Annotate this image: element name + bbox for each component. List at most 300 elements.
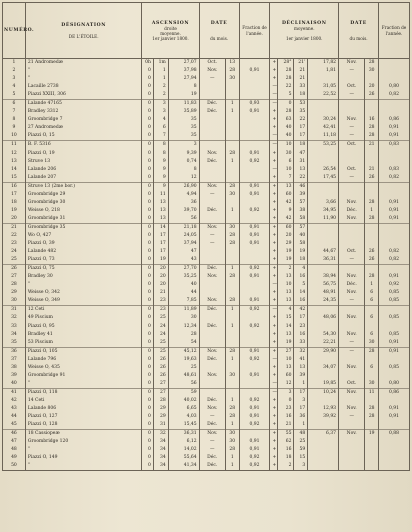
decl-date-month: Nov.	[339, 331, 365, 339]
decl-degrees: 22	[278, 83, 294, 91]
decl-date-month: Déc.	[339, 207, 365, 215]
decl-degrees: 27	[278, 347, 294, 356]
star-designation: "	[25, 281, 142, 289]
decl-sign: +	[270, 75, 278, 83]
ra-seconds: 40	[168, 281, 199, 289]
date-month: Déc.	[199, 100, 225, 109]
row-number: 39	[3, 372, 26, 380]
table-row	[3, 380, 410, 389]
decl-sign: +	[270, 59, 278, 68]
decl-minutes: 21	[294, 75, 308, 83]
decl-sign: —	[270, 388, 278, 397]
ra-minutes: 3	[153, 100, 168, 109]
ra-minutes: 9	[153, 166, 168, 174]
decl-sign: +	[270, 314, 278, 322]
decl-year-fraction: 0,85	[379, 314, 410, 322]
decl-minutes: 21	[294, 67, 308, 75]
date-month	[199, 124, 225, 132]
year-fraction: 0,92	[239, 356, 270, 364]
decl-degrees: 15	[278, 314, 294, 322]
star-designation: Piazzi O, 118	[25, 388, 142, 397]
star-designation: Groombridge 30	[25, 199, 142, 207]
ra-minutes: 1	[153, 75, 168, 83]
ra-minutes: 27	[153, 380, 168, 389]
decl-degrees: 13	[278, 331, 294, 339]
decl-date-month	[339, 150, 365, 158]
ra-hours: 0	[142, 132, 153, 141]
row-number: 26	[3, 265, 26, 274]
decl-year-fraction: 0,91	[379, 405, 410, 413]
row-number: 23	[3, 240, 26, 248]
decl-minutes: 57	[294, 199, 308, 207]
decl-year-fraction: 0,82	[379, 248, 410, 256]
ra-hours: 0	[142, 158, 153, 166]
decl-seconds: 17,45	[308, 174, 339, 183]
decl-year-fraction	[379, 454, 410, 462]
decl-date-month	[339, 454, 365, 462]
ra-seconds: 44	[168, 289, 199, 297]
row-number: 29	[3, 289, 26, 297]
decl-seconds: 22,21	[308, 339, 339, 348]
decl-degrees: 28	[278, 75, 294, 83]
decl-date-month: Nov.	[339, 388, 365, 397]
decl-seconds: 12,93	[308, 405, 339, 413]
decl-minutes: 17	[294, 314, 308, 322]
decl-seconds: 11,18	[308, 132, 339, 141]
decl-date-month: —	[339, 413, 365, 421]
date-month	[199, 364, 225, 372]
date-day	[225, 331, 239, 339]
ra-minutes: 26	[153, 364, 168, 372]
date-day: 28	[225, 347, 239, 356]
date-month: Nov.	[199, 273, 225, 281]
date-day: 30	[225, 438, 239, 446]
ra-seconds: 8	[168, 166, 199, 174]
ra-seconds: 59	[168, 388, 199, 397]
year-fraction	[239, 83, 270, 91]
decl-minutes: 18	[294, 141, 308, 150]
header-declinaison: DÉCLINAISON moyenne. 1er janvier 1800.	[270, 3, 339, 59]
decl-date-month: Oct.	[339, 141, 365, 150]
table-row	[3, 158, 410, 166]
decl-sign: +	[270, 405, 278, 413]
star-designation: Groombridge 7	[25, 116, 142, 124]
decl-date-day	[365, 100, 379, 109]
date-month: Déc.	[199, 108, 225, 116]
decl-seconds: 22,52	[308, 91, 339, 100]
decl-year-fraction: 0,92	[379, 281, 410, 289]
row-number: 28	[3, 281, 26, 289]
row-number: 43	[3, 405, 26, 413]
star-designation: 49 Piscium	[25, 314, 142, 322]
decl-minutes: 19	[294, 248, 308, 256]
decl-sign: +	[270, 421, 278, 430]
decl-minutes: 58	[294, 240, 308, 248]
decl-seconds	[308, 75, 339, 83]
row-number: 20	[3, 215, 26, 224]
decl-date-month: Nov.	[339, 314, 365, 322]
decl-seconds: 56,75	[308, 281, 339, 289]
date-day: 28	[225, 182, 239, 191]
decl-date-day	[365, 240, 379, 248]
date-day: 1	[225, 207, 239, 215]
decl-date-day	[365, 182, 379, 191]
ra-minutes: 3	[153, 108, 168, 116]
date-day	[225, 248, 239, 256]
date-month: Déc.	[199, 265, 225, 274]
decl-minutes: 33	[294, 83, 308, 91]
table-row	[3, 215, 410, 224]
table-row	[3, 347, 410, 356]
ra-minutes: 13	[153, 215, 168, 224]
year-fraction: 0,92	[239, 158, 270, 166]
decl-date-month: Oct.	[339, 380, 365, 389]
year-fraction: 0,91	[239, 108, 270, 116]
table-row	[3, 306, 410, 315]
decl-year-fraction: 0,86	[379, 388, 410, 397]
ra-minutes: 1m	[153, 59, 168, 68]
table-row	[3, 446, 410, 454]
star-designation: Piazzi O, 75	[25, 265, 142, 274]
decl-sign: +	[270, 150, 278, 158]
decl-date-month	[339, 446, 365, 454]
date-day: 30	[225, 372, 239, 380]
date-month	[199, 339, 225, 348]
decl-date-day	[365, 372, 379, 380]
year-fraction: 0,92	[239, 454, 270, 462]
decl-date-month: —	[339, 297, 365, 306]
decl-sign: +	[270, 67, 278, 75]
ra-minutes: 13	[153, 199, 168, 207]
table-row	[3, 150, 410, 158]
ra-seconds: 15,45	[168, 421, 199, 430]
decl-date-day: 30	[365, 339, 379, 348]
year-fraction	[239, 364, 270, 372]
ra-seconds: 3	[168, 141, 199, 150]
ra-seconds: 28	[168, 331, 199, 339]
date-day	[225, 141, 239, 150]
ra-hours: 0	[142, 314, 153, 322]
decl-minutes: 58	[294, 215, 308, 224]
decl-degrees: 28	[278, 67, 294, 75]
decl-minutes: 21'	[294, 59, 308, 68]
star-designation: "	[25, 462, 142, 471]
ra-seconds: 9,39	[168, 150, 199, 158]
year-fraction	[239, 248, 270, 256]
row-number: 44	[3, 413, 26, 421]
date-month: —	[199, 232, 225, 240]
table-row	[3, 108, 410, 116]
ra-seconds: 19,63	[168, 356, 199, 364]
decl-date-day	[365, 108, 379, 116]
decl-sign: +	[270, 430, 278, 439]
decl-degrees: 7	[278, 174, 294, 183]
date-day	[225, 199, 239, 207]
ra-seconds: 30	[168, 314, 199, 322]
decl-date-day: 21	[365, 166, 379, 174]
decl-year-fraction	[379, 232, 410, 240]
year-fraction: 0,91	[239, 191, 270, 199]
ra-seconds: 14,02	[168, 446, 199, 454]
decl-date-day: 30	[365, 380, 379, 389]
ra-minutes: 26	[153, 356, 168, 364]
ra-hours: 0	[142, 223, 153, 232]
row-number: 40	[3, 380, 26, 389]
decl-year-fraction	[379, 223, 410, 232]
decl-seconds: 6,37	[308, 430, 339, 439]
ra-minutes: 31	[153, 421, 168, 430]
date-day: 28	[225, 240, 239, 248]
ra-seconds: 27,94	[168, 75, 199, 83]
date-month: —	[199, 438, 225, 446]
decl-date-month	[339, 421, 365, 430]
ra-minutes: 20	[153, 273, 168, 281]
decl-date-day: 28	[365, 124, 379, 132]
ra-seconds: 12,34	[168, 323, 199, 331]
star-designation: 18 Cassiopeæ	[25, 430, 142, 439]
ra-seconds: 40,02	[168, 397, 199, 405]
decl-degrees: 18	[278, 454, 294, 462]
ra-minutes: 4	[153, 116, 168, 124]
table-row	[3, 182, 410, 191]
ra-hours: 0	[142, 356, 153, 364]
decl-date-day: 28	[365, 199, 379, 207]
decl-date-month: —	[339, 256, 365, 265]
table-row	[3, 174, 410, 183]
ra-seconds: 21,18	[168, 223, 199, 232]
decl-sign: +	[270, 347, 278, 356]
date-month: Nov.	[199, 372, 225, 380]
date-day: 1	[225, 108, 239, 116]
decl-seconds: 24,35	[308, 297, 339, 306]
year-fraction	[239, 91, 270, 100]
decl-date-month: Nov.	[339, 215, 365, 224]
date-day	[225, 380, 239, 389]
date-day: 13	[225, 59, 239, 68]
year-fraction: 0,91	[239, 372, 270, 380]
star-designation: Piazzi O, 73	[25, 256, 142, 265]
row-number: 45	[3, 421, 26, 430]
decl-minutes: 17	[294, 124, 308, 132]
row-number: 50	[3, 462, 26, 471]
ra-minutes: 21	[153, 289, 168, 297]
decl-minutes: 22	[294, 174, 308, 183]
year-fraction	[239, 75, 270, 83]
decl-seconds	[308, 265, 339, 274]
date-day	[225, 91, 239, 100]
star-designation: Groombridge 29	[25, 191, 142, 199]
ra-hours: 0	[142, 438, 153, 446]
decl-sign: —	[270, 91, 278, 100]
decl-degrees: 13	[278, 364, 294, 372]
decl-minutes: 16	[294, 273, 308, 281]
star-designation: Piazzi O, 105	[25, 347, 142, 356]
ra-minutes: 26	[153, 372, 168, 380]
decl-degrees: 21	[278, 421, 294, 430]
decl-minutes: 16	[294, 297, 308, 306]
ra-hours: 0	[142, 446, 153, 454]
date-month: —	[199, 413, 225, 421]
row-number: 32	[3, 314, 26, 322]
date-day: 30	[225, 191, 239, 199]
date-day	[225, 314, 239, 322]
date-month	[199, 281, 225, 289]
decl-degrees: 40	[278, 132, 294, 141]
decl-sign: +	[270, 174, 278, 183]
ra-seconds: 39,70	[168, 207, 199, 215]
date-day	[225, 124, 239, 132]
decl-date-month: —	[339, 339, 365, 348]
table-row	[3, 100, 410, 109]
decl-degrees: 0	[278, 397, 294, 405]
decl-date-day: 28	[365, 273, 379, 281]
row-number: 18	[3, 199, 26, 207]
decl-degrees: 6	[278, 158, 294, 166]
decl-sign: +	[270, 413, 278, 421]
decl-seconds	[308, 232, 339, 240]
decl-date-day	[365, 158, 379, 166]
ra-seconds: 35,25	[168, 273, 199, 281]
decl-year-fraction: 0,80	[379, 380, 410, 389]
header-numero: NUMÉRO.	[3, 3, 26, 59]
decl-minutes: 48	[294, 430, 308, 439]
ra-hours: 0	[142, 240, 153, 248]
decl-year-fraction: 0,91	[379, 124, 410, 132]
date-day	[225, 166, 239, 174]
ra-seconds: 35	[168, 116, 199, 124]
decl-year-fraction	[379, 421, 410, 430]
decl-seconds	[308, 323, 339, 331]
star-designation: Piazzi XXIII, 306	[25, 91, 142, 100]
decl-degrees: 10	[278, 356, 294, 364]
row-number: 38	[3, 364, 26, 372]
star-designation: Weisse O, 218	[25, 207, 142, 215]
ra-seconds: 0,74	[168, 158, 199, 166]
table-row	[3, 166, 410, 174]
ra-minutes: 11	[153, 191, 168, 199]
decl-seconds: 3,66	[308, 199, 339, 207]
date-month	[199, 314, 225, 322]
table-row	[3, 372, 410, 380]
ra-hours: 0	[142, 347, 153, 356]
year-fraction	[239, 281, 270, 289]
decl-minutes: 14	[294, 289, 308, 297]
ra-minutes: 29	[153, 405, 168, 413]
decl-minutes: 36	[294, 413, 308, 421]
ra-seconds: 7,85	[168, 297, 199, 306]
row-number: 14	[3, 166, 26, 174]
decl-date-day	[365, 397, 379, 405]
row-number: 31	[3, 306, 26, 315]
decl-date-day	[365, 150, 379, 158]
ra-hours: 0	[142, 380, 153, 389]
ra-seconds: 25	[168, 364, 199, 372]
decl-sign: +	[270, 116, 278, 124]
star-catalogue-table	[2, 2, 410, 471]
ra-minutes: 19	[153, 256, 168, 265]
star-designation: Lalande 796	[25, 356, 142, 364]
decl-degrees: 42	[278, 215, 294, 224]
header-designation: DÉSIGNATION DE L'ÉTOILE.	[25, 3, 142, 59]
decl-sign: +	[270, 438, 278, 446]
ra-hours: 0	[142, 124, 153, 132]
header-date-1: DATE du mois.	[199, 3, 239, 59]
ra-hours: 0	[142, 306, 153, 315]
decl-seconds: 31,05	[308, 83, 339, 91]
date-day	[225, 132, 239, 141]
year-fraction: 0,92	[239, 323, 270, 331]
row-number: 19	[3, 207, 26, 215]
date-month: Déc.	[199, 323, 225, 331]
decl-seconds	[308, 182, 339, 191]
star-designation: Weisse O, 342	[25, 289, 142, 297]
row-number: 3	[3, 75, 26, 83]
table-row	[3, 191, 410, 199]
decl-degrees: 23	[278, 405, 294, 413]
row-number: 47	[3, 438, 26, 446]
ra-minutes: 9	[153, 182, 168, 191]
star-designation: Struve 13	[25, 158, 142, 166]
decl-minutes: 5	[294, 281, 308, 289]
ra-seconds: 8	[168, 83, 199, 91]
decl-date-month: Nov.	[339, 59, 365, 68]
decl-year-fraction	[379, 158, 410, 166]
decl-seconds: 1,81	[308, 67, 339, 75]
decl-degrees: 2	[278, 462, 294, 471]
table-row	[3, 331, 410, 339]
decl-seconds	[308, 100, 339, 109]
table-row	[3, 223, 410, 232]
decl-date-day: 6	[365, 331, 379, 339]
decl-degrees: 16	[278, 446, 294, 454]
row-number: 24	[3, 248, 26, 256]
decl-date-day	[365, 232, 379, 240]
ra-hours: 0	[142, 397, 153, 405]
decl-seconds: 42,41	[308, 124, 339, 132]
year-fraction	[239, 215, 270, 224]
ra-seconds: 24,05	[168, 232, 199, 240]
table-row	[3, 356, 410, 364]
ra-seconds: 47	[168, 248, 199, 256]
row-number: 34	[3, 331, 26, 339]
decl-degrees: 16	[278, 413, 294, 421]
decl-degrees: 40	[278, 124, 294, 132]
decl-degrees: 60	[278, 372, 294, 380]
decl-minutes: 25	[294, 438, 308, 446]
ra-minutes: 32	[153, 430, 168, 439]
year-fraction: 0,91	[239, 446, 270, 454]
ra-minutes: 8	[153, 141, 168, 150]
date-month: Déc.	[199, 207, 225, 215]
table-row	[3, 462, 410, 471]
row-number: 21	[3, 223, 26, 232]
decl-year-fraction: 0,91	[379, 199, 410, 207]
ra-hours: 0	[142, 289, 153, 297]
ra-hours: 0	[142, 248, 153, 256]
date-day: 28	[225, 446, 239, 454]
ra-hours: 0	[142, 430, 153, 439]
decl-date-month: Nov.	[339, 405, 365, 413]
star-designation: Wo O, 427	[25, 232, 142, 240]
ra-seconds: 35	[168, 124, 199, 132]
decl-year-fraction: 0,82	[379, 91, 410, 100]
star-designation: 27 Andromedæ	[25, 124, 142, 132]
table-row	[3, 454, 410, 462]
date-day	[225, 388, 239, 397]
decl-minutes: 13	[294, 166, 308, 174]
ra-minutes: 17	[153, 240, 168, 248]
decl-year-fraction	[379, 67, 410, 75]
